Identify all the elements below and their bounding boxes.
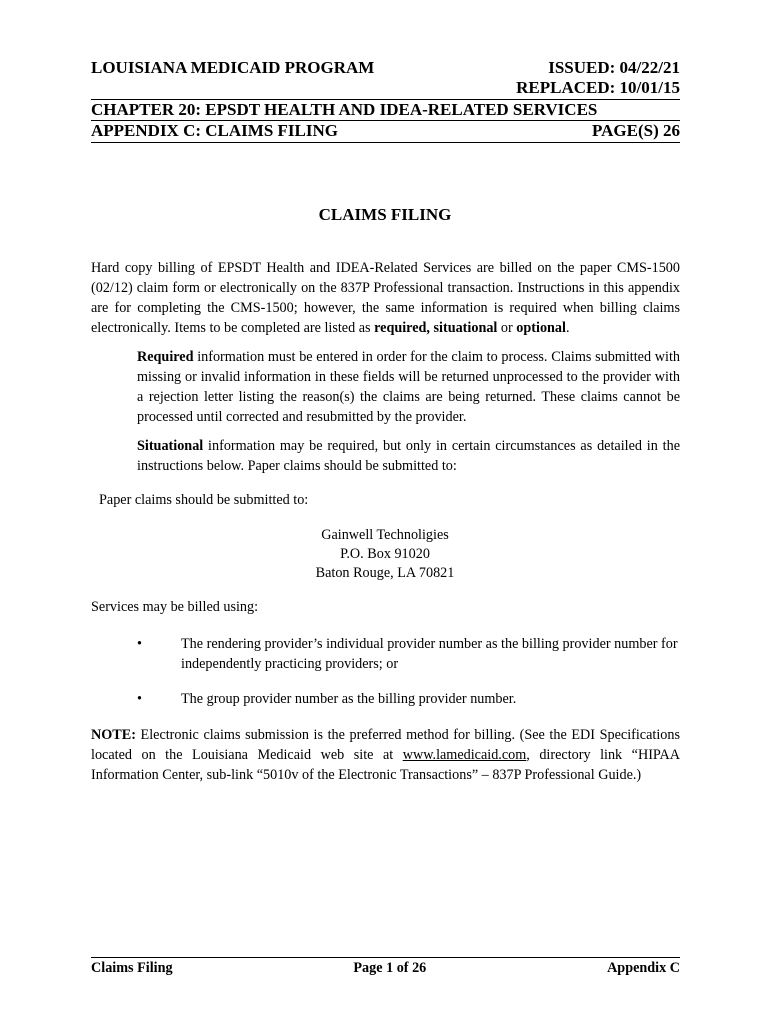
issued-date: ISSUED: 04/22/21 <box>548 58 680 77</box>
note-text-2: , directory link “HIPAA Information Center, sub-link “5010v of the Electronic Transactions” – 837P Professional Guide.) <box>91 747 680 783</box>
intro-text: Hard copy billing of EPSDT Health and IDEA-Related Services are billed on the paper CMS-1500 (02/12) claim form or electronically on the 837P Professional transaction. Instructions in this appendix are for completing the CMS-1500; however, the same information is required when billing claims electronically. Items to be completed are listed as <box>91 260 680 336</box>
paper-claims-line: Paper claims should be submitted to: <box>99 492 309 508</box>
lamedicaid-link[interactable]: www.lamedicaid.com <box>402 747 527 763</box>
required-label: Required <box>137 349 194 365</box>
footer-section: Claims Filing <box>91 960 173 976</box>
page-footer <box>91 960 680 977</box>
page-title: CLAIMS FILING <box>318 205 452 224</box>
header-row-4 <box>91 121 680 141</box>
mailing-address <box>0 526 770 583</box>
intro-optional-word: optional <box>516 320 566 336</box>
list-item <box>137 634 680 674</box>
footer-page-number: Page 1 of 26 <box>353 960 427 976</box>
required-paragraph <box>137 347 680 427</box>
page-count: PAGE(S) 26 <box>592 121 680 140</box>
bullet-icon: • <box>137 636 142 652</box>
intro-required-word: required, situational <box>374 320 498 336</box>
address-line-1: Gainwell Technoligies <box>321 527 449 543</box>
header-rule-3 <box>91 142 680 143</box>
footer-rule <box>91 957 680 958</box>
list-item <box>137 689 680 709</box>
intro-end: . <box>565 320 570 336</box>
bullet-text-1: The rendering provider’s individual provider number as the billing provider number for independently practicing providers; or <box>181 636 678 672</box>
intro-or: or <box>497 320 517 336</box>
note-label: NOTE: <box>91 727 136 743</box>
header-row-2 <box>91 78 680 98</box>
replaced-date: REPLACED: 10/01/15 <box>516 78 680 97</box>
note-paragraph <box>91 725 680 785</box>
chapter-title: CHAPTER 20: EPSDT HEALTH AND IDEA-RELATED SERVICES <box>91 100 598 119</box>
situational-label: Situational <box>137 438 204 454</box>
situational-paragraph <box>137 436 680 476</box>
situational-text: information may be required, but only in certain circumstances as detailed in the instructions below. Paper claims should be submitted to: <box>137 438 680 474</box>
bullet-icon: • <box>137 691 142 707</box>
required-text: information must be entered in order for the claim to process. Claims submitted with missing or invalid information in these fields will be returned unprocessed to the provider with a rejection letter listing the reason(s) the claims are being returned. These claims cannot be processed until corrected and resubmitted by the provider. <box>137 349 680 425</box>
services-intro: Services may be billed using: <box>91 599 259 615</box>
header-row-1 <box>91 58 680 78</box>
intro-paragraph <box>91 258 680 338</box>
header-row-3 <box>91 100 680 120</box>
footer-appendix: Appendix C <box>607 960 680 976</box>
bullet-text-2: The group provider number as the billing provider number. <box>181 691 517 707</box>
program-name: LOUISIANA MEDICAID PROGRAM <box>91 58 375 77</box>
address-line-2: P.O. Box 91020 <box>340 546 430 562</box>
note-text-1: Electronic claims submission is the preferred method for billing. (See the EDI Specifications located on the Louisiana Medicaid web site at <box>91 727 680 763</box>
address-line-3: Baton Rouge, LA 70821 <box>315 565 455 581</box>
appendix-title: APPENDIX C: CLAIMS FILING <box>91 121 338 140</box>
